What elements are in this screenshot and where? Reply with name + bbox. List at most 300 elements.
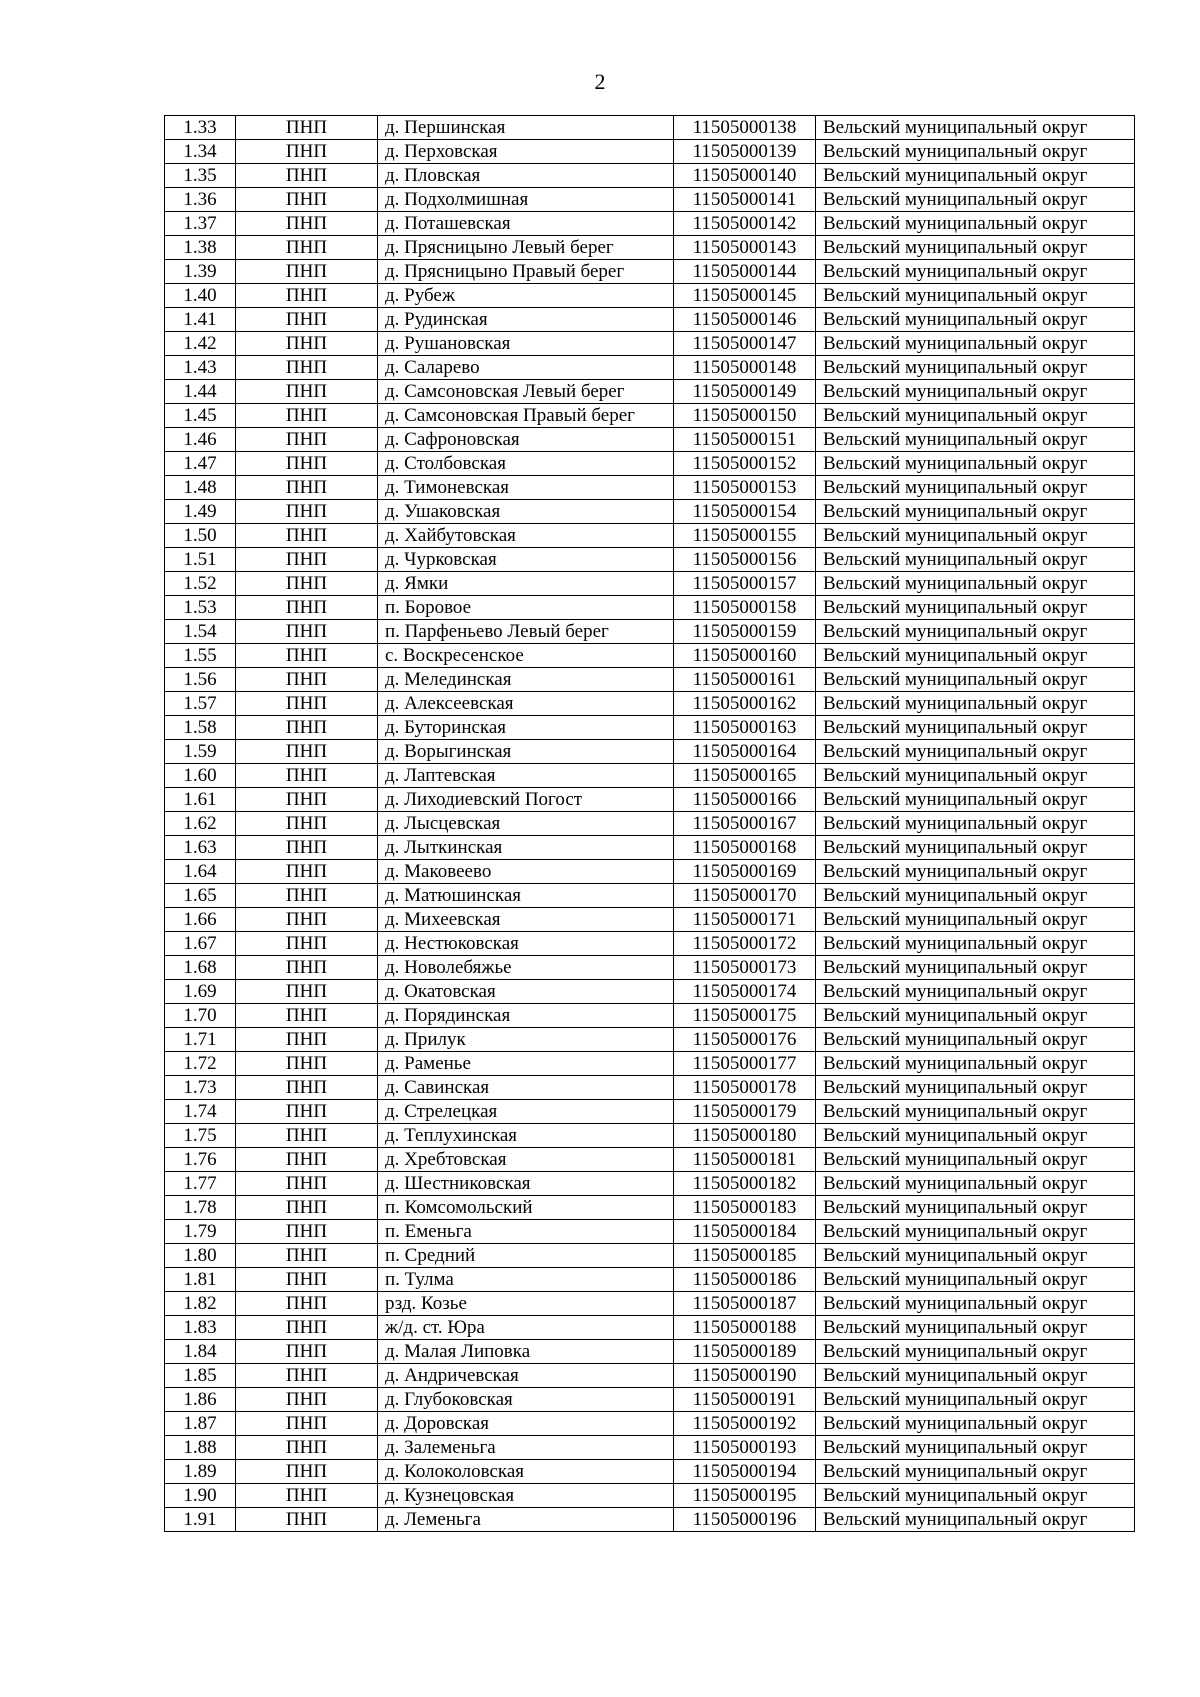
oktmo-code-cell: 11505000140	[674, 164, 816, 188]
row-number-cell: 1.40	[165, 284, 236, 308]
settlement-name-cell: п. Тулма	[378, 1268, 674, 1292]
district-cell: Вельский муниципальный округ	[816, 884, 1135, 908]
type-cell: ПНП	[236, 1412, 378, 1436]
settlement-name-cell: д. Самсоновская Правый берег	[378, 404, 674, 428]
row-number-cell: 1.49	[165, 500, 236, 524]
table-row	[165, 1100, 1135, 1124]
row-number-cell: 1.65	[165, 884, 236, 908]
settlement-name-cell: д. Буторинская	[378, 716, 674, 740]
oktmo-code-cell: 11505000172	[674, 932, 816, 956]
type-cell: ПНП	[236, 692, 378, 716]
oktmo-code-cell: 11505000145	[674, 284, 816, 308]
type-cell: ПНП	[236, 1100, 378, 1124]
settlement-name-cell: д. Алексеевская	[378, 692, 674, 716]
row-number-cell: 1.35	[165, 164, 236, 188]
oktmo-code-cell: 11505000163	[674, 716, 816, 740]
table-row	[165, 500, 1135, 524]
district-cell: Вельский муниципальный округ	[816, 1172, 1135, 1196]
row-number-cell: 1.73	[165, 1076, 236, 1100]
district-cell: Вельский муниципальный округ	[816, 308, 1135, 332]
type-cell: ПНП	[236, 404, 378, 428]
settlement-name-cell: д. Чурковская	[378, 548, 674, 572]
settlement-name-cell: д. Ушаковская	[378, 500, 674, 524]
settlement-name-cell: д. Саларево	[378, 356, 674, 380]
table-row	[165, 1268, 1135, 1292]
district-cell: Вельский муниципальный округ	[816, 860, 1135, 884]
settlement-name-cell: д. Глубоковская	[378, 1388, 674, 1412]
district-cell: Вельский муниципальный округ	[816, 716, 1135, 740]
table-row	[165, 620, 1135, 644]
row-number-cell: 1.78	[165, 1196, 236, 1220]
district-cell: Вельский муниципальный округ	[816, 380, 1135, 404]
district-cell: Вельский муниципальный округ	[816, 788, 1135, 812]
table-row	[165, 1028, 1135, 1052]
row-number-cell: 1.45	[165, 404, 236, 428]
table-row	[165, 884, 1135, 908]
type-cell: ПНП	[236, 380, 378, 404]
district-cell: Вельский муниципальный округ	[816, 1004, 1135, 1028]
type-cell: ПНП	[236, 620, 378, 644]
table-row	[165, 452, 1135, 476]
type-cell: ПНП	[236, 1268, 378, 1292]
row-number-cell: 1.69	[165, 980, 236, 1004]
settlement-name-cell: д. Шестниковская	[378, 1172, 674, 1196]
table-row	[165, 1220, 1135, 1244]
row-number-cell: 1.53	[165, 596, 236, 620]
oktmo-code-cell: 11505000196	[674, 1508, 816, 1532]
row-number-cell: 1.48	[165, 476, 236, 500]
settlement-name-cell: п. Боровое	[378, 596, 674, 620]
row-number-cell: 1.42	[165, 332, 236, 356]
settlement-name-cell: д. Рубеж	[378, 284, 674, 308]
type-cell: ПНП	[236, 1364, 378, 1388]
row-number-cell: 1.76	[165, 1148, 236, 1172]
oktmo-code-cell: 11505000175	[674, 1004, 816, 1028]
row-number-cell: 1.39	[165, 260, 236, 284]
oktmo-code-cell: 11505000143	[674, 236, 816, 260]
oktmo-code-cell: 11505000176	[674, 1028, 816, 1052]
row-number-cell: 1.43	[165, 356, 236, 380]
row-number-cell: 1.81	[165, 1268, 236, 1292]
settlement-name-cell: д. Нестюковская	[378, 932, 674, 956]
oktmo-code-cell: 11505000190	[674, 1364, 816, 1388]
settlement-name-cell: д. Стрелецкая	[378, 1100, 674, 1124]
table-row	[165, 1124, 1135, 1148]
type-cell: ПНП	[236, 236, 378, 260]
table-row	[165, 908, 1135, 932]
oktmo-code-cell: 11505000195	[674, 1484, 816, 1508]
oktmo-code-cell: 11505000161	[674, 668, 816, 692]
type-cell: ПНП	[236, 1484, 378, 1508]
oktmo-code-cell: 11505000188	[674, 1316, 816, 1340]
district-cell: Вельский муниципальный округ	[816, 428, 1135, 452]
table-row	[165, 1292, 1135, 1316]
table-row	[165, 1316, 1135, 1340]
type-cell: ПНП	[236, 1196, 378, 1220]
district-cell: Вельский муниципальный округ	[816, 1508, 1135, 1532]
type-cell: ПНП	[236, 476, 378, 500]
row-number-cell: 1.55	[165, 644, 236, 668]
district-cell: Вельский муниципальный округ	[816, 1316, 1135, 1340]
oktmo-code-cell: 11505000167	[674, 812, 816, 836]
row-number-cell: 1.33	[165, 116, 236, 140]
settlement-name-cell: д. Хайбутовская	[378, 524, 674, 548]
table-row	[165, 236, 1135, 260]
row-number-cell: 1.52	[165, 572, 236, 596]
table-row	[165, 1148, 1135, 1172]
table-row	[165, 644, 1135, 668]
table-row	[165, 788, 1135, 812]
oktmo-code-cell: 11505000151	[674, 428, 816, 452]
row-number-cell: 1.51	[165, 548, 236, 572]
oktmo-code-cell: 11505000152	[674, 452, 816, 476]
settlement-name-cell: д. Матюшинская	[378, 884, 674, 908]
district-cell: Вельский муниципальный округ	[816, 812, 1135, 836]
table-row	[165, 956, 1135, 980]
settlement-name-cell: п. Средний	[378, 1244, 674, 1268]
settlement-name-cell: д. Залеменьга	[378, 1436, 674, 1460]
type-cell: ПНП	[236, 1220, 378, 1244]
table-row	[165, 428, 1135, 452]
settlement-name-cell: д. Колоколовская	[378, 1460, 674, 1484]
table-row	[165, 1388, 1135, 1412]
settlement-name-cell: д. Кузнецовская	[378, 1484, 674, 1508]
settlement-name-cell: д. Савинская	[378, 1076, 674, 1100]
type-cell: ПНП	[236, 1052, 378, 1076]
oktmo-code-cell: 11505000162	[674, 692, 816, 716]
row-number-cell: 1.41	[165, 308, 236, 332]
type-cell: ПНП	[236, 1460, 378, 1484]
district-cell: Вельский муниципальный округ	[816, 740, 1135, 764]
type-cell: ПНП	[236, 740, 378, 764]
type-cell: ПНП	[236, 644, 378, 668]
type-cell: ПНП	[236, 116, 378, 140]
oktmo-code-cell: 11505000146	[674, 308, 816, 332]
table-row	[165, 404, 1135, 428]
table-row	[165, 284, 1135, 308]
oktmo-code-cell: 11505000141	[674, 188, 816, 212]
row-number-cell: 1.46	[165, 428, 236, 452]
row-number-cell: 1.59	[165, 740, 236, 764]
district-cell: Вельский муниципальный округ	[816, 1124, 1135, 1148]
table-row	[165, 476, 1135, 500]
oktmo-code-cell: 11505000168	[674, 836, 816, 860]
type-cell: ПНП	[236, 596, 378, 620]
row-number-cell: 1.79	[165, 1220, 236, 1244]
type-cell: ПНП	[236, 428, 378, 452]
district-cell: Вельский муниципальный округ	[816, 620, 1135, 644]
row-number-cell: 1.34	[165, 140, 236, 164]
district-cell: Вельский муниципальный округ	[816, 644, 1135, 668]
district-cell: Вельский муниципальный округ	[816, 1076, 1135, 1100]
oktmo-code-cell: 11505000154	[674, 500, 816, 524]
settlement-name-cell: д. Теплухинская	[378, 1124, 674, 1148]
type-cell: ПНП	[236, 980, 378, 1004]
table-row	[165, 356, 1135, 380]
settlement-name-cell: д. Ворыгинская	[378, 740, 674, 764]
district-cell: Вельский муниципальный округ	[816, 548, 1135, 572]
settlement-name-cell: д. Малая Липовка	[378, 1340, 674, 1364]
district-cell: Вельский муниципальный округ	[816, 524, 1135, 548]
district-cell: Вельский муниципальный округ	[816, 1196, 1135, 1220]
type-cell: ПНП	[236, 212, 378, 236]
settlement-name-cell: рзд. Козье	[378, 1292, 674, 1316]
type-cell: ПНП	[236, 356, 378, 380]
table-row	[165, 740, 1135, 764]
type-cell: ПНП	[236, 956, 378, 980]
district-cell: Вельский муниципальный округ	[816, 260, 1135, 284]
row-number-cell: 1.66	[165, 908, 236, 932]
district-cell: Вельский муниципальный округ	[816, 356, 1135, 380]
type-cell: ПНП	[236, 1028, 378, 1052]
settlement-name-cell: д. Сафроновская	[378, 428, 674, 452]
table-row	[165, 1340, 1135, 1364]
type-cell: ПНП	[236, 284, 378, 308]
settlement-name-cell: п. Парфеньево Левый берег	[378, 620, 674, 644]
table-row	[165, 212, 1135, 236]
type-cell: ПНП	[236, 188, 378, 212]
table-row	[165, 1460, 1135, 1484]
row-number-cell: 1.50	[165, 524, 236, 548]
type-cell: ПНП	[236, 1172, 378, 1196]
table-row	[165, 308, 1135, 332]
settlement-name-cell: д. Прясницыно Правый берег	[378, 260, 674, 284]
row-number-cell: 1.71	[165, 1028, 236, 1052]
table-row	[165, 1052, 1135, 1076]
row-number-cell: 1.70	[165, 1004, 236, 1028]
oktmo-code-cell: 11505000193	[674, 1436, 816, 1460]
type-cell: ПНП	[236, 1124, 378, 1148]
oktmo-code-cell: 11505000139	[674, 140, 816, 164]
oktmo-code-cell: 11505000171	[674, 908, 816, 932]
type-cell: ПНП	[236, 1292, 378, 1316]
oktmo-code-cell: 11505000174	[674, 980, 816, 1004]
row-number-cell: 1.82	[165, 1292, 236, 1316]
oktmo-code-cell: 11505000178	[674, 1076, 816, 1100]
settlement-name-cell: д. Мелединская	[378, 668, 674, 692]
settlement-name-cell: п. Комсомольский	[378, 1196, 674, 1220]
row-number-cell: 1.61	[165, 788, 236, 812]
table-row	[165, 1508, 1135, 1532]
oktmo-code-cell: 11505000192	[674, 1412, 816, 1436]
district-cell: Вельский муниципальный округ	[816, 908, 1135, 932]
type-cell: ПНП	[236, 500, 378, 524]
district-cell: Вельский муниципальный округ	[816, 1292, 1135, 1316]
oktmo-code-cell: 11505000185	[674, 1244, 816, 1268]
settlement-name-cell: д. Доровская	[378, 1412, 674, 1436]
row-number-cell: 1.75	[165, 1124, 236, 1148]
oktmo-code-cell: 11505000164	[674, 740, 816, 764]
row-number-cell: 1.88	[165, 1436, 236, 1460]
page-number: 2	[594, 69, 606, 94]
oktmo-code-cell: 11505000157	[674, 572, 816, 596]
table-row	[165, 548, 1135, 572]
row-number-cell: 1.68	[165, 956, 236, 980]
row-number-cell: 1.90	[165, 1484, 236, 1508]
row-number-cell: 1.89	[165, 1460, 236, 1484]
settlement-name-cell: д. Маковеево	[378, 860, 674, 884]
district-cell: Вельский муниципальный округ	[816, 836, 1135, 860]
row-number-cell: 1.84	[165, 1340, 236, 1364]
type-cell: ПНП	[236, 884, 378, 908]
oktmo-code-cell: 11505000183	[674, 1196, 816, 1220]
row-number-cell: 1.87	[165, 1412, 236, 1436]
settlement-name-cell: д. Самсоновская Левый берег	[378, 380, 674, 404]
row-number-cell: 1.64	[165, 860, 236, 884]
settlement-name-cell: д. Лиходиевский Погост	[378, 788, 674, 812]
table-row	[165, 1172, 1135, 1196]
type-cell: ПНП	[236, 764, 378, 788]
settlement-name-cell: д. Пловская	[378, 164, 674, 188]
table-row	[165, 836, 1135, 860]
district-cell: Вельский муниципальный округ	[816, 500, 1135, 524]
district-cell: Вельский муниципальный округ	[816, 452, 1135, 476]
oktmo-code-cell: 11505000150	[674, 404, 816, 428]
district-cell: Вельский муниципальный округ	[816, 668, 1135, 692]
type-cell: ПНП	[236, 548, 378, 572]
row-number-cell: 1.58	[165, 716, 236, 740]
table-row	[165, 1364, 1135, 1388]
table-row	[165, 860, 1135, 884]
type-cell: ПНП	[236, 452, 378, 476]
settlement-name-cell: д. Леменьга	[378, 1508, 674, 1532]
row-number-cell: 1.36	[165, 188, 236, 212]
settlement-name-cell: п. Еменьга	[378, 1220, 674, 1244]
table-row	[165, 1076, 1135, 1100]
oktmo-code-cell: 11505000180	[674, 1124, 816, 1148]
settlement-name-cell: д. Подхолмишная	[378, 188, 674, 212]
row-number-cell: 1.37	[165, 212, 236, 236]
district-cell: Вельский муниципальный округ	[816, 1436, 1135, 1460]
type-cell: ПНП	[236, 164, 378, 188]
table-row	[165, 1244, 1135, 1268]
district-cell: Вельский муниципальный округ	[816, 1100, 1135, 1124]
type-cell: ПНП	[236, 332, 378, 356]
oktmo-code-cell: 11505000177	[674, 1052, 816, 1076]
type-cell: ПНП	[236, 1244, 378, 1268]
oktmo-code-cell: 11505000138	[674, 116, 816, 140]
settlement-name-cell: д. Перховская	[378, 140, 674, 164]
table-body	[165, 116, 1135, 1532]
type-cell: ПНП	[236, 524, 378, 548]
row-number-cell: 1.74	[165, 1100, 236, 1124]
district-cell: Вельский муниципальный округ	[816, 932, 1135, 956]
district-cell: Вельский муниципальный округ	[816, 284, 1135, 308]
district-cell: Вельский муниципальный округ	[816, 572, 1135, 596]
settlement-name-cell: д. Раменье	[378, 1052, 674, 1076]
row-number-cell: 1.86	[165, 1388, 236, 1412]
type-cell: ПНП	[236, 1340, 378, 1364]
settlement-name-cell: д. Окатовская	[378, 980, 674, 1004]
type-cell: ПНП	[236, 668, 378, 692]
type-cell: ПНП	[236, 1436, 378, 1460]
oktmo-code-cell: 11505000173	[674, 956, 816, 980]
row-number-cell: 1.83	[165, 1316, 236, 1340]
oktmo-code-cell: 11505000148	[674, 356, 816, 380]
table-row	[165, 188, 1135, 212]
oktmo-code-cell: 11505000194	[674, 1460, 816, 1484]
oktmo-code-cell: 11505000149	[674, 380, 816, 404]
table-row	[165, 524, 1135, 548]
oktmo-code-cell: 11505000153	[674, 476, 816, 500]
district-cell: Вельский муниципальный округ	[816, 140, 1135, 164]
oktmo-code-cell: 11505000189	[674, 1340, 816, 1364]
table-row	[165, 116, 1135, 140]
oktmo-code-cell: 11505000186	[674, 1268, 816, 1292]
district-cell: Вельский муниципальный округ	[816, 1220, 1135, 1244]
type-cell: ПНП	[236, 812, 378, 836]
table-row	[165, 332, 1135, 356]
table-row	[165, 932, 1135, 956]
row-number-cell: 1.67	[165, 932, 236, 956]
row-number-cell: 1.77	[165, 1172, 236, 1196]
settlement-name-cell: д. Новолебяжье	[378, 956, 674, 980]
oktmo-code-cell: 11505000160	[674, 644, 816, 668]
row-number-cell: 1.54	[165, 620, 236, 644]
settlement-name-cell: ж/д. ст. Юра	[378, 1316, 674, 1340]
row-number-cell: 1.60	[165, 764, 236, 788]
settlements-table	[164, 115, 1135, 1532]
table-row	[165, 596, 1135, 620]
district-cell: Вельский муниципальный округ	[816, 1388, 1135, 1412]
row-number-cell: 1.91	[165, 1508, 236, 1532]
oktmo-code-cell: 11505000187	[674, 1292, 816, 1316]
oktmo-code-cell: 11505000184	[674, 1220, 816, 1244]
table-row	[165, 380, 1135, 404]
table-row	[165, 140, 1135, 164]
oktmo-code-cell: 11505000191	[674, 1388, 816, 1412]
table-row	[165, 716, 1135, 740]
type-cell: ПНП	[236, 1004, 378, 1028]
settlement-name-cell: д. Прилук	[378, 1028, 674, 1052]
settlement-name-cell: д. Столбовская	[378, 452, 674, 476]
table-row	[165, 1412, 1135, 1436]
settlement-name-cell: д. Ямки	[378, 572, 674, 596]
district-cell: Вельский муниципальный округ	[816, 692, 1135, 716]
oktmo-code-cell: 11505000144	[674, 260, 816, 284]
district-cell: Вельский муниципальный округ	[816, 1244, 1135, 1268]
oktmo-code-cell: 11505000170	[674, 884, 816, 908]
settlement-name-cell: д. Тимоневская	[378, 476, 674, 500]
district-cell: Вельский муниципальный округ	[816, 236, 1135, 260]
district-cell: Вельский муниципальный округ	[816, 404, 1135, 428]
type-cell: ПНП	[236, 1508, 378, 1532]
type-cell: ПНП	[236, 788, 378, 812]
table-row	[165, 980, 1135, 1004]
settlement-name-cell: д. Лыткинская	[378, 836, 674, 860]
district-cell: Вельский муниципальный округ	[816, 980, 1135, 1004]
district-cell: Вельский муниципальный округ	[816, 1052, 1135, 1076]
district-cell: Вельский муниципальный округ	[816, 1484, 1135, 1508]
table-row	[165, 260, 1135, 284]
type-cell: ПНП	[236, 860, 378, 884]
settlement-name-cell: д. Порядинская	[378, 1004, 674, 1028]
type-cell: ПНП	[236, 1148, 378, 1172]
district-cell: Вельский муниципальный округ	[816, 1268, 1135, 1292]
settlement-name-cell: с. Воскресенское	[378, 644, 674, 668]
type-cell: ПНП	[236, 836, 378, 860]
settlement-name-cell: д. Андричевская	[378, 1364, 674, 1388]
row-number-cell: 1.38	[165, 236, 236, 260]
district-cell: Вельский муниципальный округ	[816, 116, 1135, 140]
district-cell: Вельский муниципальный округ	[816, 1460, 1135, 1484]
oktmo-code-cell: 11505000165	[674, 764, 816, 788]
settlement-name-cell: д. Михеевская	[378, 908, 674, 932]
settlement-name-cell: д. Рудинская	[378, 308, 674, 332]
table-row	[165, 572, 1135, 596]
oktmo-code-cell: 11505000156	[674, 548, 816, 572]
oktmo-code-cell: 11505000179	[674, 1100, 816, 1124]
